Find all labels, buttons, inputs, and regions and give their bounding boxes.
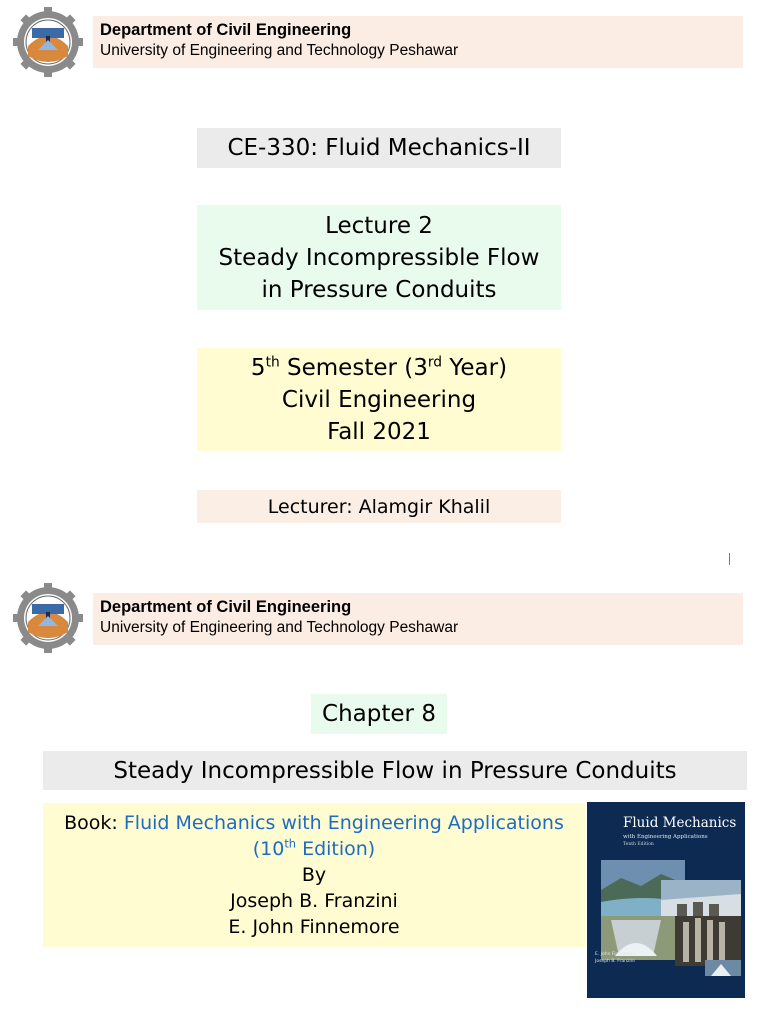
university-logo <box>12 582 84 654</box>
cover-edition: Tenth Edition <box>623 842 654 847</box>
lecture-box <box>197 205 561 310</box>
book-cover-image <box>587 802 745 998</box>
semester-line <box>197 352 561 384</box>
term-name: Fall 2021 <box>327 418 431 445</box>
book-title-line <box>43 810 585 836</box>
lecture-number: Lecture 2 <box>325 212 433 239</box>
year-number-suffix: rd <box>427 353 443 370</box>
chapter-title <box>43 751 747 790</box>
book-prefix: Book: <box>64 812 124 834</box>
edition-suffix: th <box>284 836 297 851</box>
lecturer-box <box>197 490 561 523</box>
lecture-title-line2: in Pressure Conduits <box>261 276 497 303</box>
university-name: University of Engineering and Technology Peshawar <box>100 42 459 59</box>
semester-number: 5 <box>250 354 266 381</box>
course-title <box>197 128 561 168</box>
chapter-label <box>311 694 447 734</box>
department-name: Department of Civil Engineering <box>100 598 352 616</box>
course-title-text: CE-330: Fluid Mechanics-II <box>227 135 531 161</box>
slide-2 <box>0 576 768 1024</box>
chapter-label-text: Chapter 8 <box>322 701 436 727</box>
university-name: University of Engineering and Technology Peshawar <box>100 619 459 636</box>
program-name: Civil Engineering <box>281 386 477 413</box>
lecturer-name: Lecturer: Alamgir Khalil <box>267 495 491 518</box>
chapter-title-text: Steady Incompressible Flow in Pressure Conduits <box>113 757 677 784</box>
semester-label: Semester (3 <box>279 354 428 381</box>
edition-label: Edition) <box>296 838 376 860</box>
cover-subtitle: with Engineering Applications <box>623 834 708 840</box>
book-title-link[interactable]: Fluid Mechanics with Engineering Applications <box>123 812 564 834</box>
department-name: Department of Civil Engineering <box>100 21 352 39</box>
cover-author-1: E. John Finnemore <box>595 952 636 957</box>
edition-number: (10 <box>252 838 285 860</box>
year-label: Year) <box>442 354 508 381</box>
lecture-title-line1: Steady Incompressible Flow <box>218 244 540 271</box>
semester-number-suffix: th <box>265 353 280 370</box>
book-info <box>43 803 585 947</box>
author-2: E. John Finnemore <box>228 916 400 938</box>
by-label: By <box>301 864 327 886</box>
book-edition <box>43 836 585 862</box>
university-logo <box>12 6 84 78</box>
page-number <box>729 553 730 565</box>
author-1: Joseph B. Franzini <box>230 890 398 912</box>
cover-title: Fluid Mechanics <box>623 815 737 831</box>
cover-author-2: Joseph B. Franzini <box>595 959 635 964</box>
semester-box <box>197 348 561 451</box>
